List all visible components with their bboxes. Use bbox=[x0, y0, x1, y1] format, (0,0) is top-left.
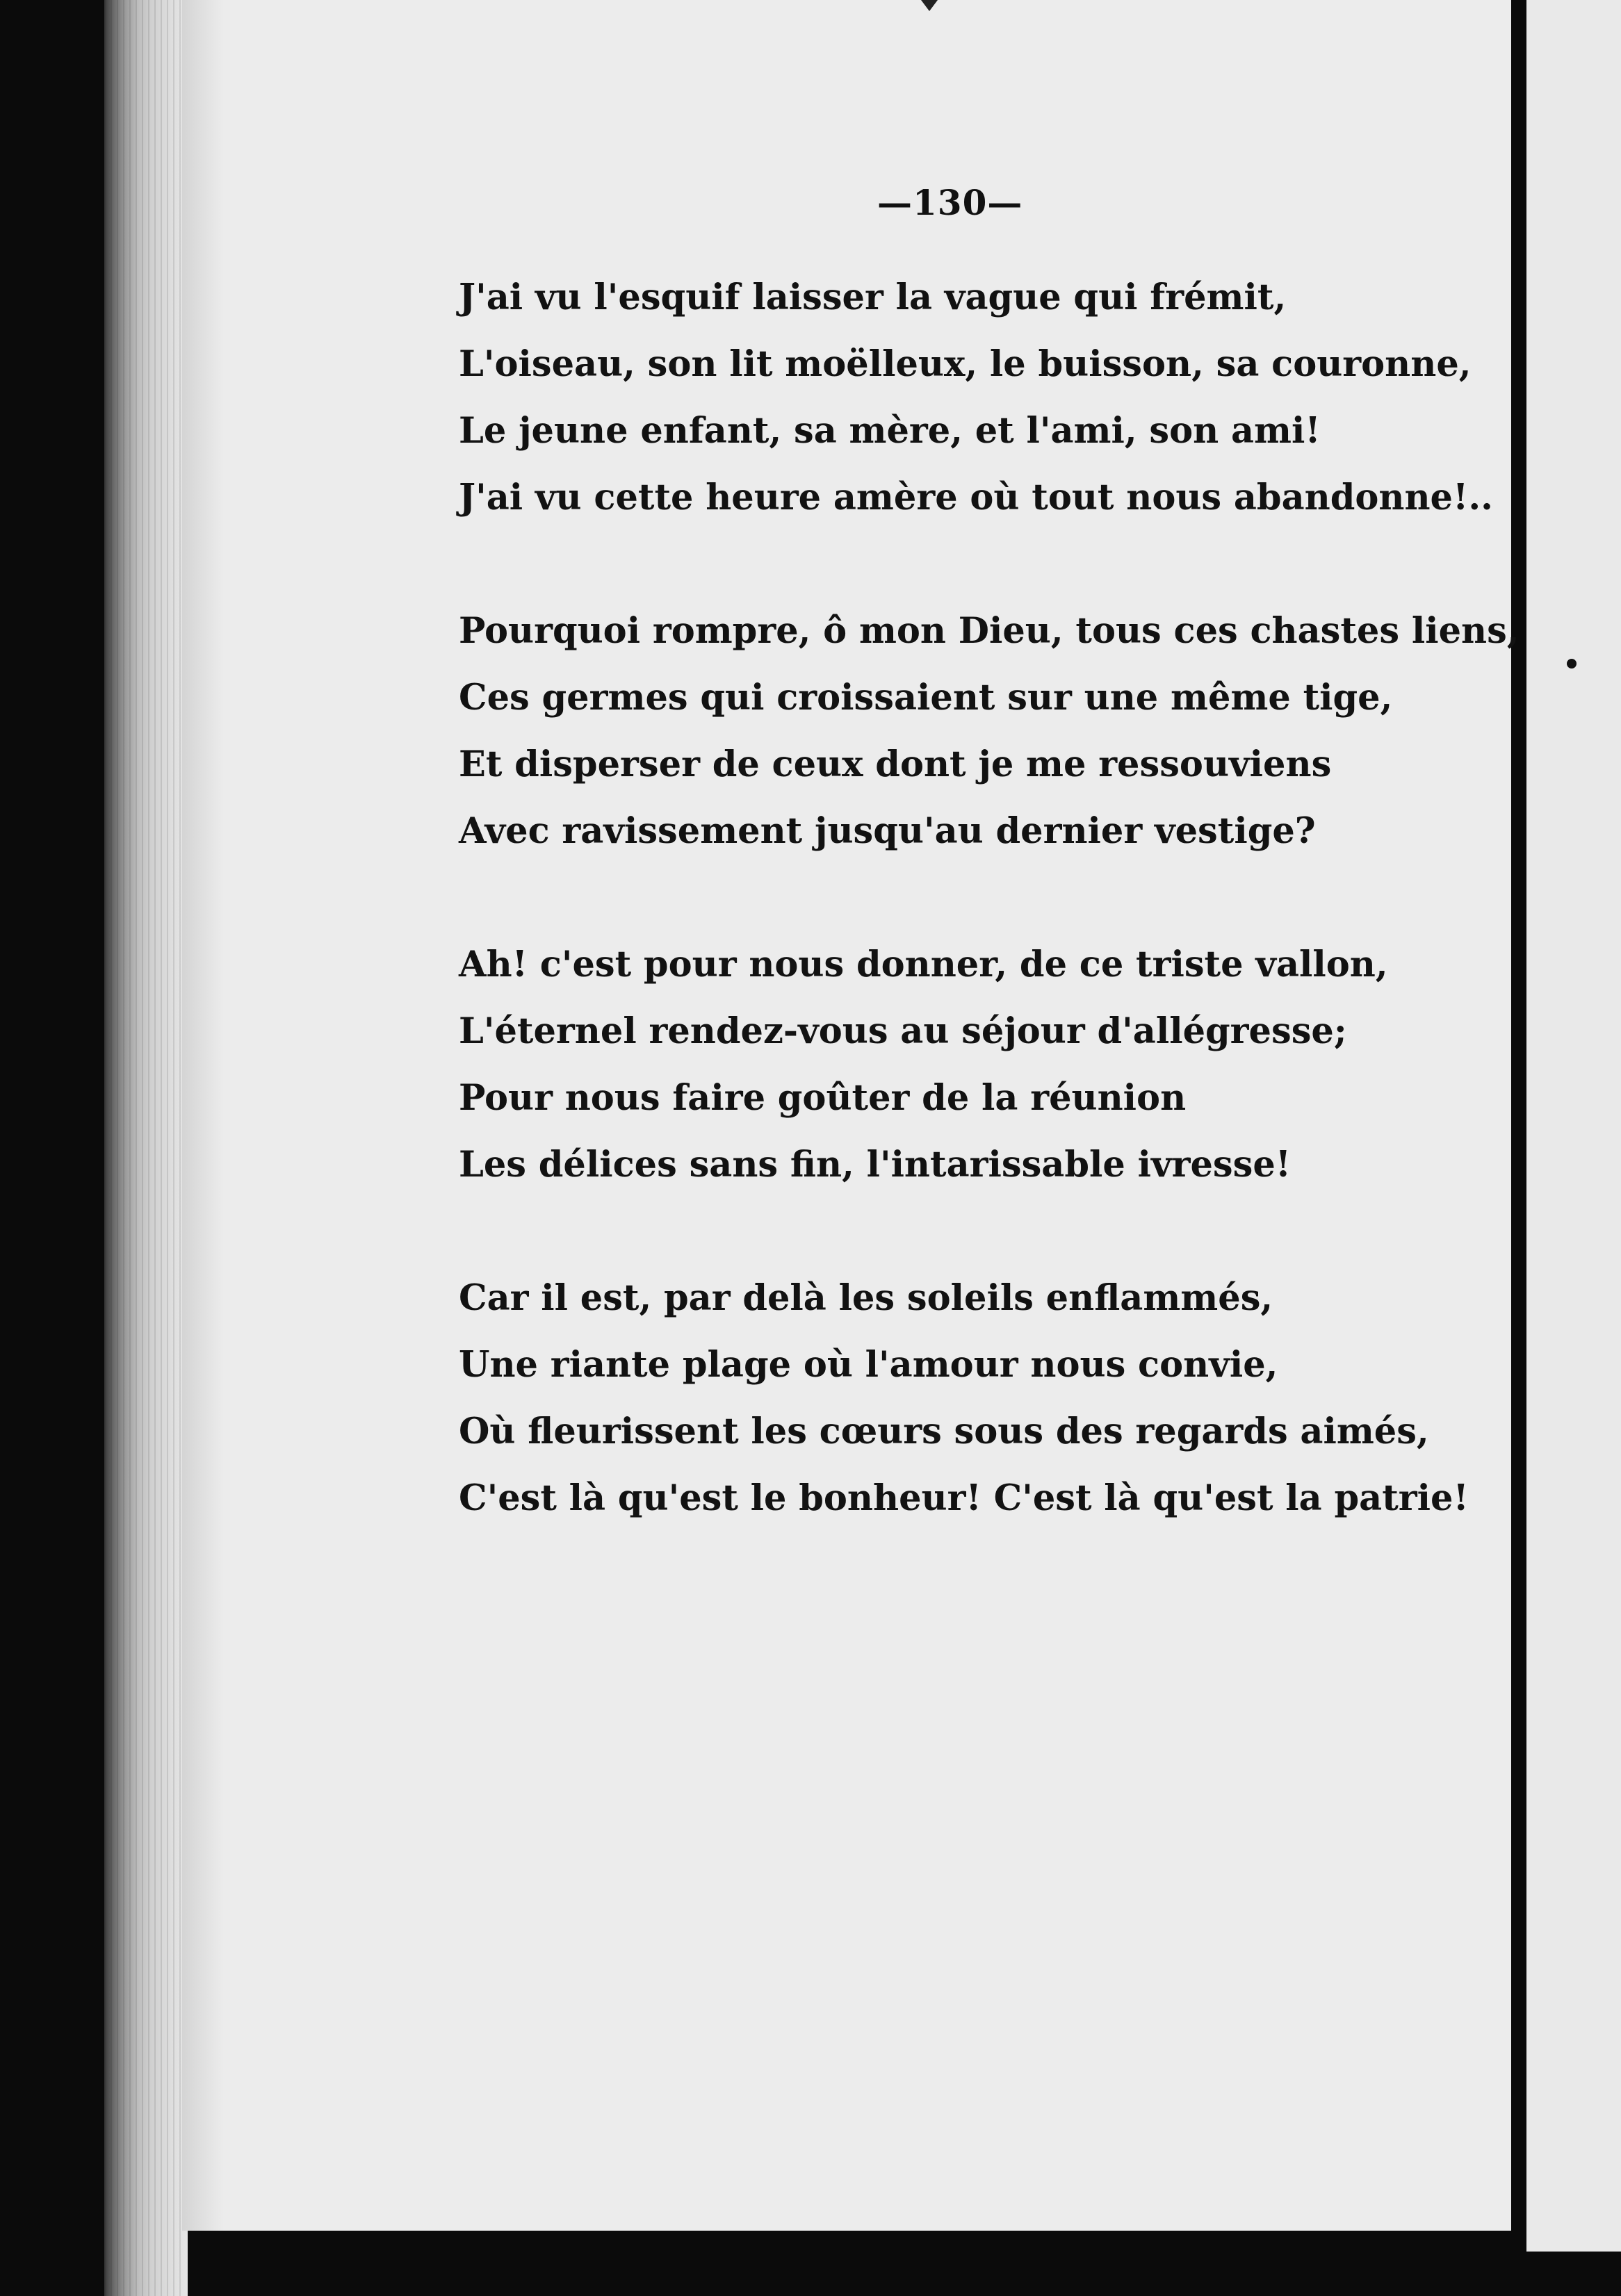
facing-page bbox=[1526, 0, 1621, 2252]
ink-speck bbox=[1567, 659, 1577, 669]
verse-line: L'oiseau, son lit moëlleux, le buisson, sa couronne, bbox=[459, 343, 1472, 385]
verse-line: Où fleurissent les cœurs sous des regards aimés, bbox=[459, 1411, 1429, 1452]
verse-line: Ah! c'est pour nous donner, de ce triste vallon, bbox=[459, 944, 1388, 985]
stanza-4 bbox=[459, 1265, 1488, 1532]
verse-line: Car il est, par delà les soleils enflammés, bbox=[459, 1277, 1273, 1319]
verse-line: Avec ravissement jusqu'au dernier vestige? bbox=[459, 810, 1316, 852]
verse-line: J'ai vu l'esquif laisser la vague qui frémit, bbox=[459, 277, 1287, 318]
page-number: —130— bbox=[877, 182, 1023, 223]
verse-line: L'éternel rendez-vous au séjour d'allégresse; bbox=[459, 1010, 1347, 1052]
page-edge-lines bbox=[104, 0, 181, 2296]
stanza-1 bbox=[459, 264, 1493, 531]
verse-line: J'ai vu cette heure amère où tout nous abandonne!.. bbox=[459, 477, 1493, 518]
stanza-3 bbox=[459, 931, 1488, 1198]
verse-line: Ces germes qui croissaient sur une même tige, bbox=[459, 677, 1393, 719]
verse-line: Le jeune enfant, sa mère, et l'ami, son ami! bbox=[459, 410, 1321, 452]
stanza-2 bbox=[459, 598, 1520, 864]
verse-line: Une riante plage où l'amour nous convie, bbox=[459, 1344, 1278, 1386]
verse-line: Pour nous faire goûter de la réunion bbox=[459, 1077, 1187, 1119]
binding-mark bbox=[921, 0, 938, 11]
poem bbox=[459, 264, 1520, 1532]
verse-line: C'est là qu'est le bonheur! C'est là qu'est la patrie! bbox=[459, 1477, 1469, 1519]
verse-line: Pourquoi rompre, ô mon Dieu, tous ces chastes liens, bbox=[459, 610, 1520, 652]
verse-line: Et disperser de ceux dont je me ressouviens bbox=[459, 744, 1332, 785]
verse-line: Les délices sans fin, l'intarissable ivresse! bbox=[459, 1144, 1292, 1186]
